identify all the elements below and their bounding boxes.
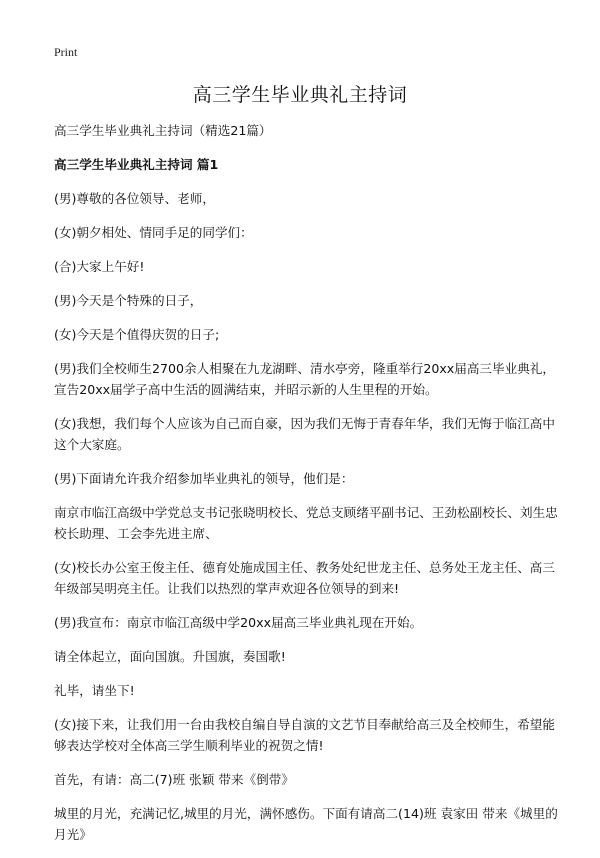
paragraph: (男)尊敬的各位领导、老师，	[54, 191, 215, 206]
print-label: Print	[54, 45, 78, 59]
page-title: 高三学生毕业典礼主持词	[192, 84, 408, 106]
document-subtitle: 高三学生毕业典礼主持词（精选21篇）	[54, 123, 272, 138]
paragraph: (合)大家上午好!	[54, 259, 145, 274]
paragraph: (男)今天是个特殊的日子，	[54, 293, 203, 308]
paragraph: (女)校长办公室王俊主任、德育处施成国主任、教务处纪世龙主任、总务处王龙主任、高三年级部吴明亮主任。让我们以热烈的掌声欢迎各位领导的到来!	[54, 560, 555, 596]
paragraph: 礼毕，请坐下!	[54, 683, 135, 698]
paragraph: (男)我们全校师生2700余人相聚在九龙湖畔、清水亭旁，隆重举行20xx届高三毕业典礼，宣告20xx届学子高中生活的圆满结束，并昭示新的人生里程的开始。	[54, 361, 555, 397]
paragraph: 请全体起立，面向国旗。升国旗，奏国歌!	[54, 649, 286, 664]
paragraph: (女)今天是个值得庆贺的日子;	[54, 327, 220, 342]
paragraph: (女)我想，我们每个人应该为自己而自豪，因为我们无悔于青春年华，我们无悔于临江高中这个大家庭。	[54, 416, 555, 452]
paragraph: 城里的月光，充满记忆,城里的月光，满怀感伤。下面有请高二(14)班 袁家田 带来《城里的月光》	[54, 806, 558, 842]
section-heading: 高三学生毕业典礼主持词 篇1	[54, 157, 219, 172]
document-body	[54, 120, 559, 858]
paragraph: (女)接下来，让我们用一台由我校自编自导自演的文艺节目奉献给高三及全校师生，希望能够表达学校对全体高三学生顺利毕业的祝贺之情!	[54, 717, 555, 753]
paragraph: (男)下面请允许我介绍参加毕业典礼的领导，他们是：	[54, 471, 354, 486]
paragraph: (女)朝夕相处、情同手足的同学们：	[54, 225, 253, 240]
paragraph: 南京市临江高级中学党总支书记张晓明校长、党总支顾绪平副书记、王劲松副校长、刘生忠校长助理、工会李先进主席、	[54, 505, 558, 541]
paragraph: (男)我宣布：南京市临江高级中学20xx届高三毕业典礼现在开始。	[54, 615, 423, 630]
paragraph: 首先，有请：高二(7)班 张颖 带来《倒带》	[54, 772, 294, 787]
